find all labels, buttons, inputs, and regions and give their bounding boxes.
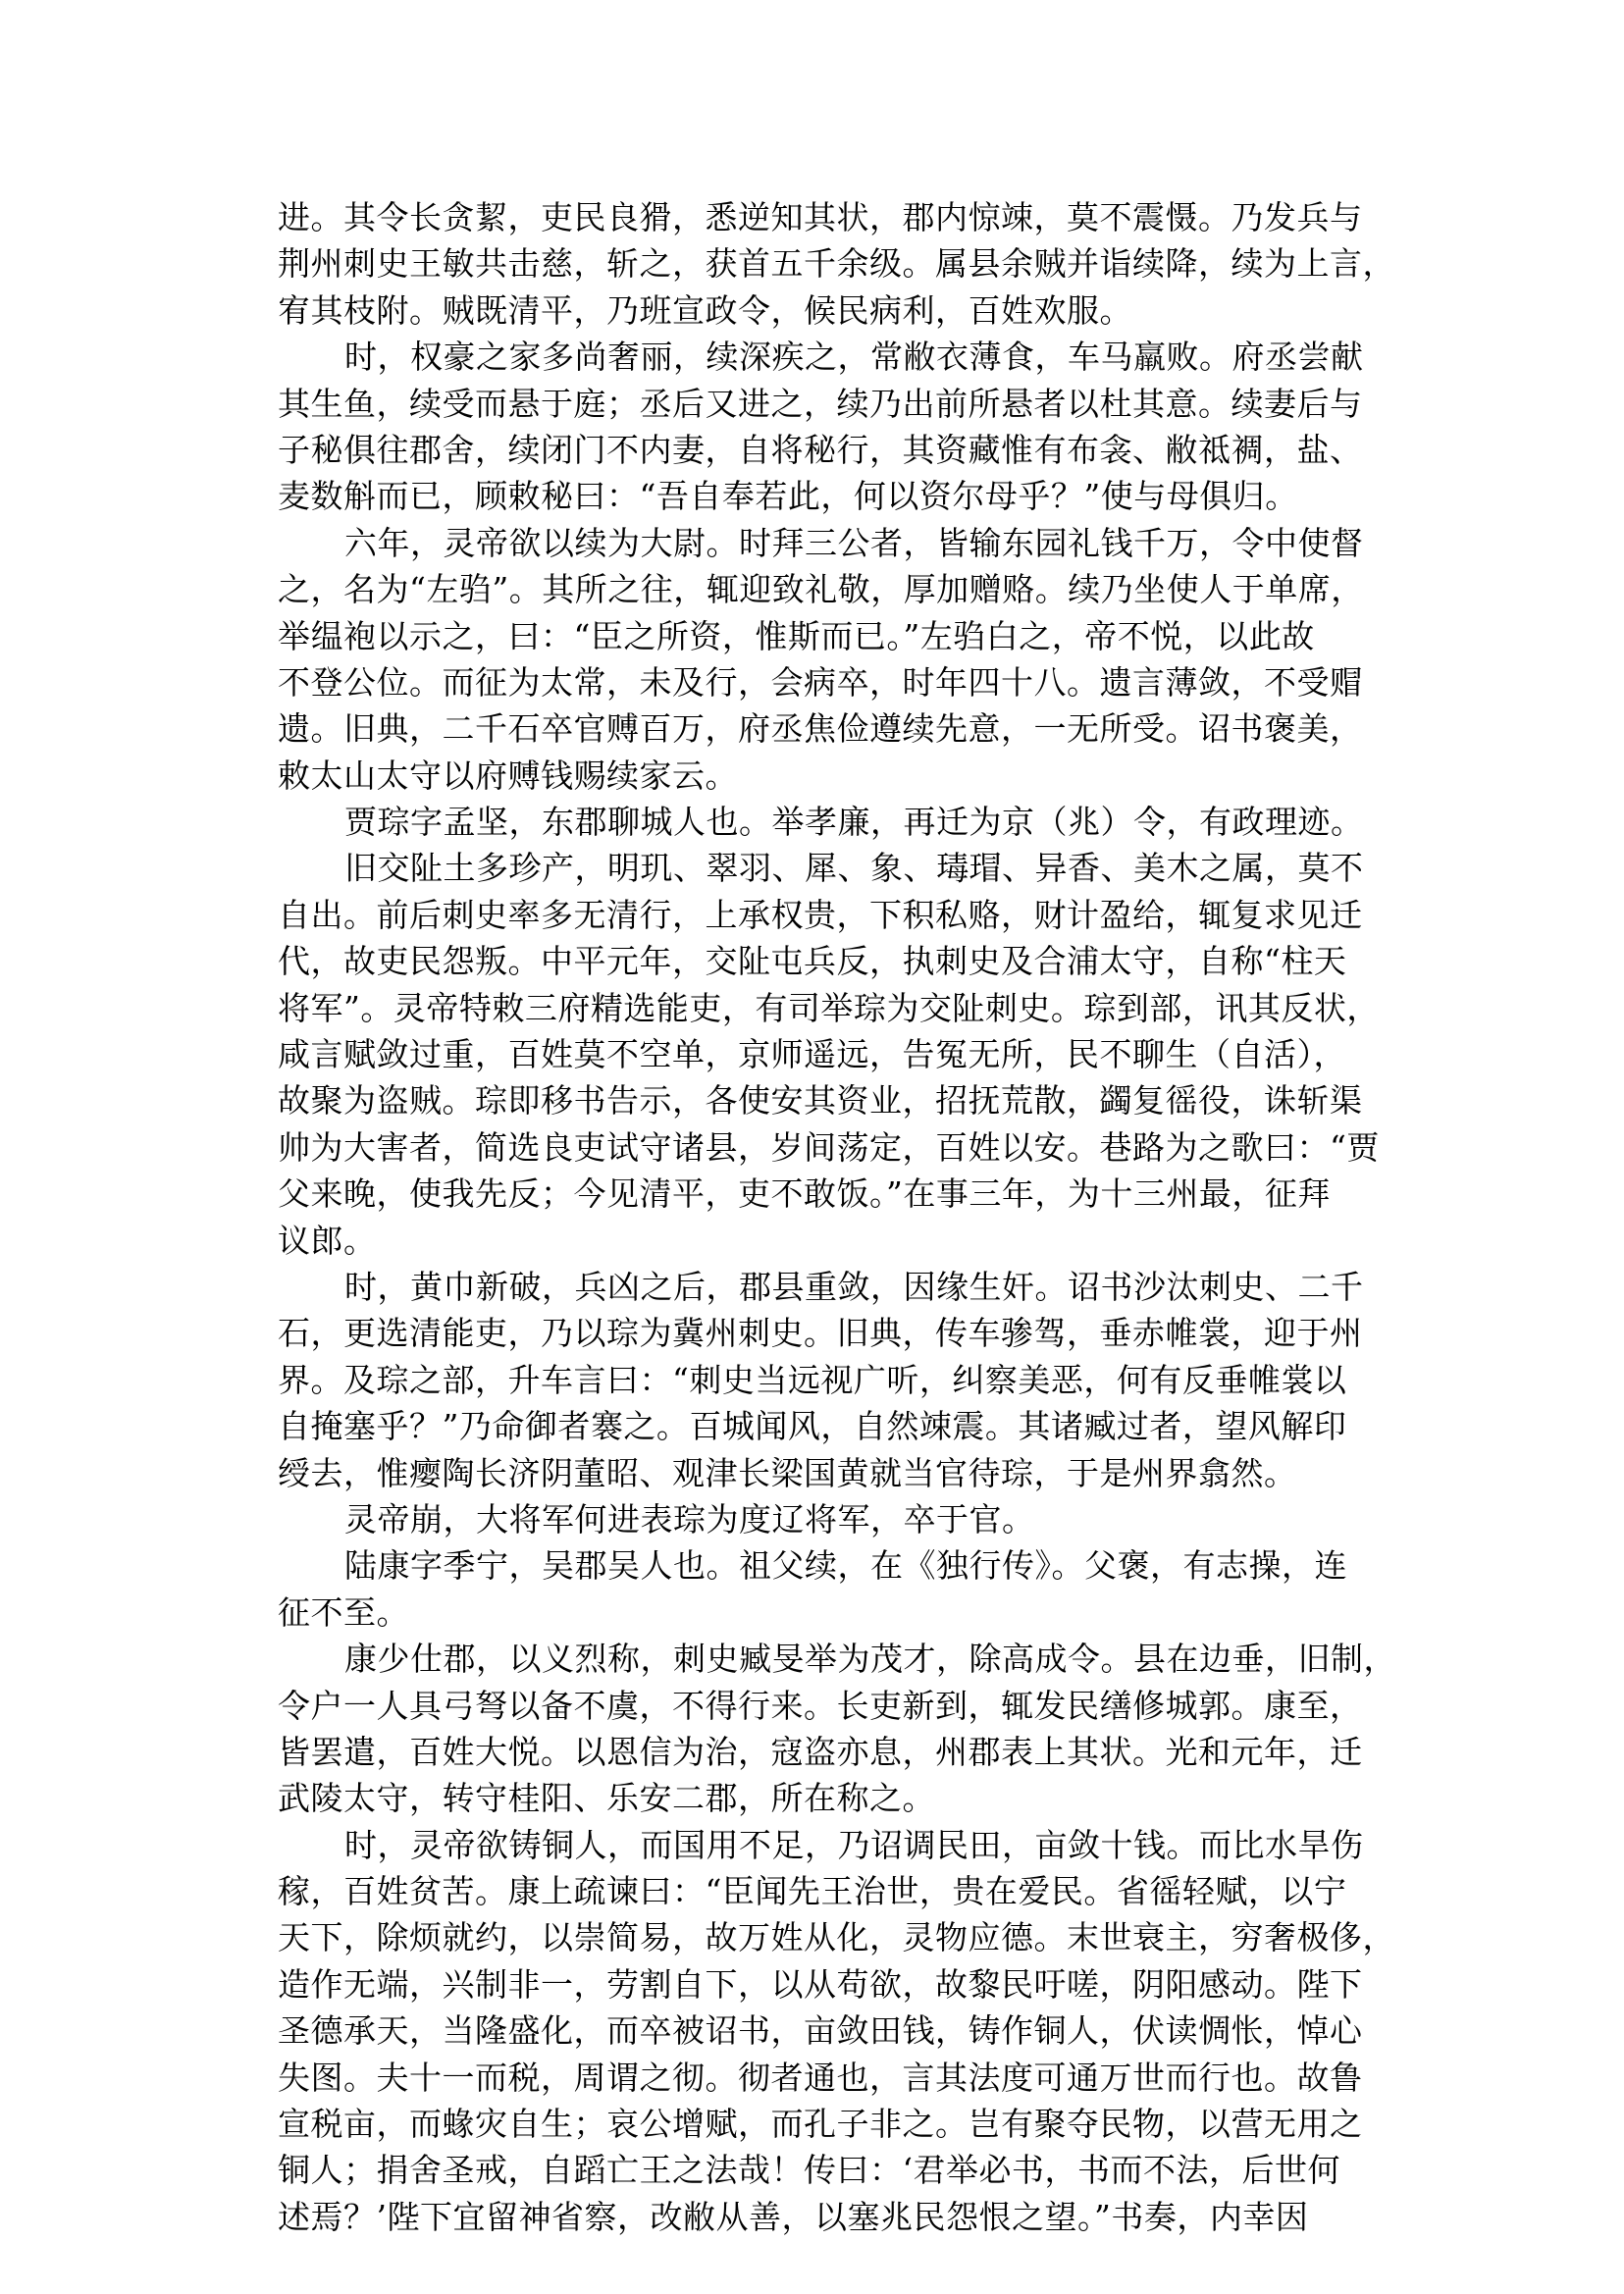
text-line: 稼，百姓贫苦。康上疏谏曰：“臣闻先王治世，贵在爱民。省徭轻赋，以宁: [278, 1872, 1347, 1911]
text-line: 将军”。灵帝特敕三府精选能吏，有司举琮为交阯刺史。琮到部，讯其反状，: [278, 988, 1380, 1027]
text-line: 荆州刺史王敏共击慈，斩之，获首五千余级。属县余贼并诣续降，续为上言，: [278, 244, 1395, 284]
text-line: 宥其枝附。贼既清平，乃班宣政令，候民病利，百姓欢服。: [278, 290, 1132, 330]
text-line: 圣德承天，当隆盛化，而卒被诏书，亩敛田钱，铸作铜人，伏读惆怅，悼心: [278, 2011, 1363, 2051]
text-line: 子秘俱往郡舍，续闭门不内妻，自将秘行，其资藏惟有布衾、敝祗裯，盐、: [278, 430, 1363, 469]
text-line: 陆康字季宁，吴郡吴人也。祖父续，在《独行传》。父褒，有志操，连: [344, 1546, 1347, 1586]
text-line: 征不至。: [278, 1592, 409, 1632]
text-line: 自出。前后刺史率多无清行，上承权贵，下积私赂，财计盈给，辄复求见迁: [278, 895, 1363, 934]
text-line: 时，黄巾新破，兵凶之后，郡县重敛，因缘生奸。诏书沙汰刺史、二千: [344, 1267, 1364, 1306]
text-line: 父来晚，使我先反；今见清平，吏不敢饭。”在事三年，为十三州最，征拜: [278, 1174, 1331, 1214]
text-line: 不登公位。而征为太常，未及行，会病卒，时年四十八。遗言薄敛，不受赗: [278, 662, 1363, 702]
text-line: 六年，灵帝欲以续为大尉。时拜三公者，皆输东园礼钱千万，令中使督: [344, 523, 1364, 562]
text-line: 时，灵帝欲铸铜人，而国用不足，乃诏调民田，亩敛十钱。而比水旱伤: [344, 1825, 1364, 1864]
text-line: 其生鱼，续受而悬于庭；丞后又进之，续乃出前所悬者以杜其意。续妻后与: [278, 384, 1363, 423]
text-line: 故聚为盗贼。琮即移书告示，各使安其资业，招抚荒散，蠲复徭役，诛斩渠: [278, 1081, 1363, 1121]
text-line: 咸言赋敛过重，百姓莫不空单，京师遥远，告冤无所，民不聊生（自活），: [278, 1035, 1346, 1074]
text-line: 自掩塞乎？”乃命御者褰之。百城闻风，自然竦震。其诸臧过者，望风解印: [278, 1407, 1347, 1446]
text-line: 敕太山太守以府赙钱赐续家云。: [278, 756, 738, 795]
text-line: 帅为大害者，简选良吏试守诸县，岁间荡定，百姓以安。巷路为之歌曰：“贾: [278, 1127, 1380, 1167]
text-line: 石，更选清能吏，乃以琮为冀州刺史。旧典，传车骖驾，垂赤帷裳，迎于州: [278, 1314, 1363, 1353]
text-line: 代，故吏民怨叛。中平元年，交阯屯兵反，执刺史及合浦太守，自称“柱天: [278, 942, 1347, 981]
text-line: 武陵太守，转守桂阳、乐安二郡，所在称之。: [278, 1779, 935, 1818]
text-line: 进。其令长贪絜，吏民良猾，悉逆知其状，郡内惊竦，莫不震慑。乃发兵与: [278, 198, 1363, 236]
text-line: 绶去，惟瘿陶长济阴董昭、观津长梁国黄就当官待琮，于是州界翕然。: [278, 1453, 1297, 1492]
text-line: 天下，除烦就约，以崇简易，故万姓从化，灵物应德。末世衰主，穷奢极侈，: [278, 1918, 1395, 1957]
text-line: 宣税亩，而蝝灾自生；哀公增赋，而孔子非之。岂有聚夺民物，以营无用之: [278, 2105, 1363, 2144]
text-line: 遗。旧典，二千石卒官赙百万，府丞焦俭遵续先意，一无所受。诏书褒美，: [278, 709, 1363, 749]
text-line: 议郎。: [278, 1221, 377, 1260]
text-line: 旧交阯土多珍产，明玑、翠羽、犀、象、瑇瑁、异香、美木之属，莫不: [344, 849, 1364, 888]
document-body: [278, 194, 1396, 2240]
text-line: 令户一人具弓弩以备不虞，不得行来。长吏新到，辄发民缮修城郭。康至，: [278, 1686, 1363, 1725]
text-line: 界。及琮之部，升车言曰：“刺史当远视广听，纠察美恶，何有反垂帷裳以: [278, 1360, 1347, 1399]
text-line: 灵帝崩，大将军何进表琮为度辽将军，卒于官。: [344, 1499, 1035, 1538]
text-line: 时，权豪之家多尚奢丽，续深疾之，常敝衣薄食，车马羸败。府丞尝献: [344, 338, 1364, 377]
text-line: 贾琮字孟坚，东郡聊城人也。举孝廉，再迁为京（兆）令，有政理迹。: [344, 803, 1364, 842]
text-line: 造作无端，兴制非一，劳割自下，以从苟欲，故黎民吁嗟，阴阳感动。陛下: [278, 1964, 1363, 2004]
text-line: 失图。夫十一而税，周谓之彻。彻者通也，言其法度可通万世而行也。故鲁: [278, 2058, 1363, 2097]
text-line: 之，名为“左驺”。其所之往，辄迎致礼敬，厚加赠赂。续乃坐使人于单席，: [278, 570, 1364, 609]
text-line: 麦数斛而已，顾敕秘曰：“吾自奉若此，何以资尔母乎？”使与母俱归。: [278, 477, 1298, 516]
text-line: 皆罢遣，百姓大悦。以恩信为治，寇盗亦息，州郡表上其状。光和元年，迁: [278, 1732, 1363, 1771]
text-line: 康少仕郡，以义烈称，刺史臧旻举为茂才，除高成令。县在边垂，旧制，: [344, 1640, 1396, 1679]
text-line: 述焉？’陛下宜留神省察，改敝从善，以塞兆民怨恨之望。”书奏，内幸因: [278, 2197, 1309, 2236]
text-line: 举缊袍以示之，曰：“臣之所资，惟斯而已。”左驺白之，帝不悦，以此故: [278, 616, 1315, 655]
text-line: 铜人；捐舍圣戒，自蹈亡王之法哉！传曰：‘君举必书，书而不法，后世何: [278, 2151, 1340, 2190]
